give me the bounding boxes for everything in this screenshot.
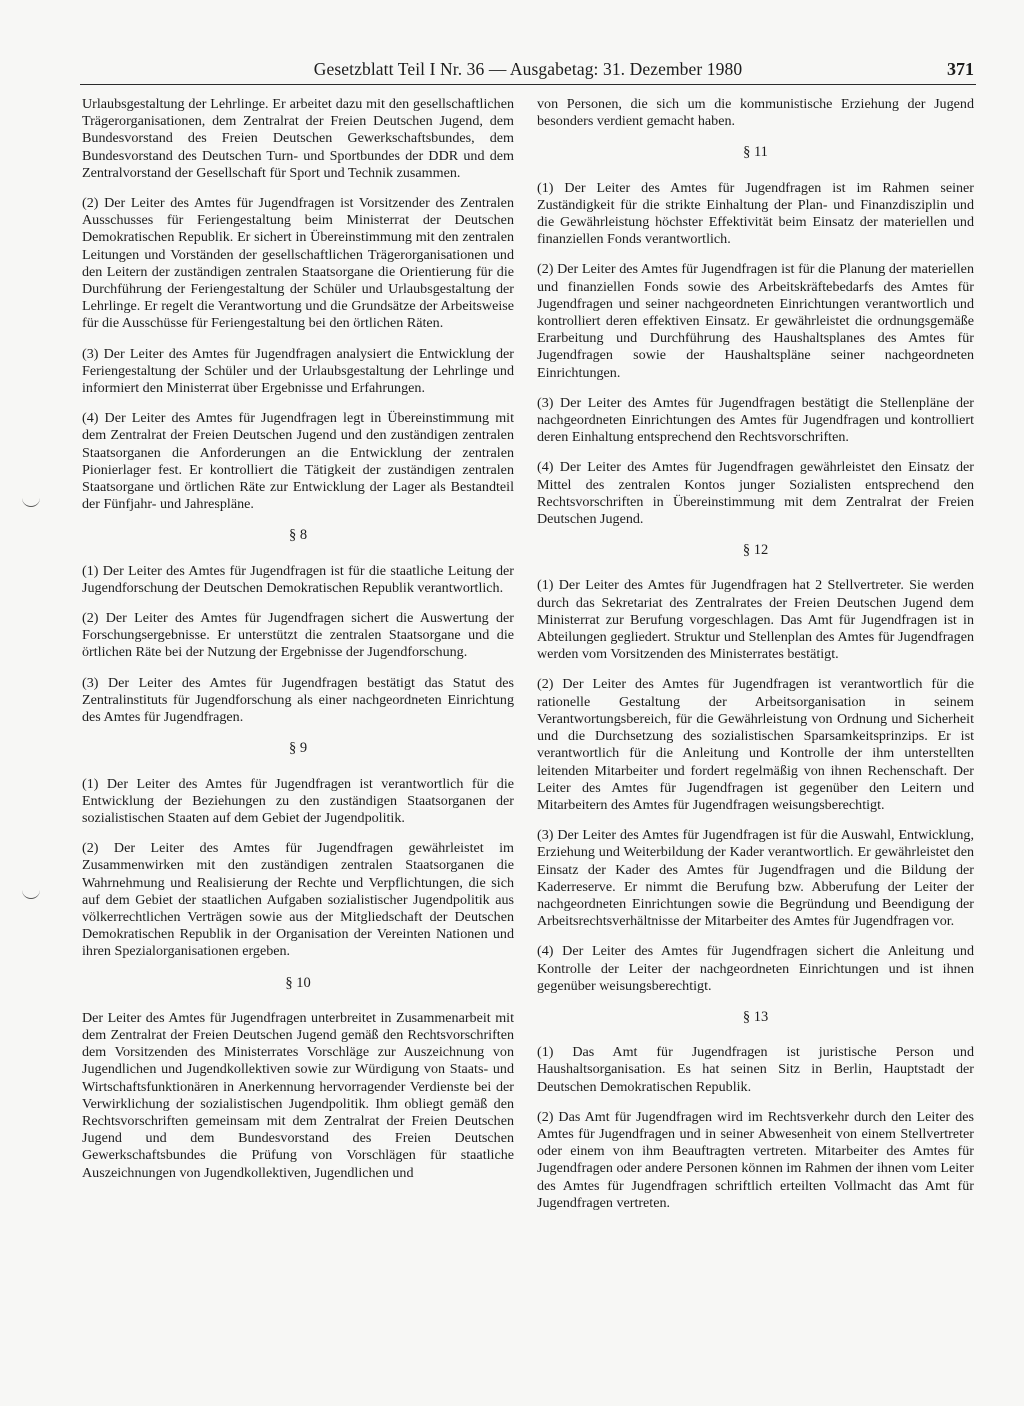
paragraph: Der Leiter des Amtes für Jugendfragen unterbreitet in Zusammenarbeit mit dem Zentralrat der Freien Deutschen Jugend gemäß den Rechtsvorschriften dem Vorsitzenden des Ministerrates Vorschläge zur Auszeichnung von Jugendlichen und Jugendkollektiven sowie zur Würdigung von Staats- und Wirtschaftsfunktionären in Anerkennung hervorragender Verdienste bei der Verwirklichung der sozialistischen Jugendpolitik. Ihm obliegt gemäß den Rechtsvorschriften gemeinsam mit dem Zentralrat der Freien Deutschen Jugend und dem Bundesvorstand des Freien Deutschen Gewerkschaftsbundes die Prüfung von Vorschlägen für staatliche Auszeichnungen von Jugendkollektiven, Jugendlichen und [82, 1009, 514, 1181]
margin-mark [22, 888, 40, 899]
left-column [82, 96, 514, 1195]
paragraph: (3) Der Leiter des Amtes für Jugendfragen analysiert die Entwicklung der Feriengestaltung der Schüler und der Urlaubsgestaltung der Lehrlinge und informiert den Ministerrat über Ergebnisse und Erfahrungen. [82, 345, 514, 397]
paragraph: (4) Der Leiter des Amtes für Jugendfragen legt in Übereinstimmung mit dem Zentralrat der Freien Deutschen Jugend und den zuständigen zentralen Staatsorganen die Anforderungen an die Entwicklung der zentralen Pionierlager fest. Er kontrolliert die Tätigkeit der zuständigen zentralen Staatsorgane und örtlichen Räte zur Entwicklung der Lager als Bestandteil der Fünfjahr- und Jahrespläne. [82, 410, 514, 513]
section-heading: § 8 [288, 527, 308, 544]
paragraph: von Personen, die sich um die kommunistische Erziehung der Jugend besonders verdient gemacht haben. [537, 96, 974, 130]
paragraph: (1) Das Amt für Jugendfragen ist juristische Person und Haushaltsorganisation. Es hat seinen Sitz in Berlin, Hauptstadt der Deutschen Demokratischen Republik. [537, 1044, 974, 1095]
page-header [78, 58, 978, 82]
paragraph: (4) Der Leiter des Amtes für Jugendfragen sichert die Anleitung und Kontrolle der Leiter der nachgeordneten Einrichtungen und ist ihnen gegenüber weisungsberechtigt. [537, 943, 974, 994]
paragraph: (2) Der Leiter des Amtes für Jugendfragen ist für die Planung der materiellen und finanziellen Fonds sowie des Arbeitskräftebedarfs des Amtes für Jugendfragen und seiner nachgeordneten Einrichtungen verantwortlich und kontrolliert deren effektiven Einsatz. Er gewährleistet die ordnungsgemäße Erarbeitung und Durchführung des Haushaltsplanes des Amtes für Jugendfragen sowie der Haushaltspläne seiner nachgeordneten Einrichtungen. [537, 261, 974, 381]
section-heading: § 10 [285, 974, 311, 991]
paragraph: (2) Der Leiter des Amtes für Jugendfragen ist verantwortlich für die rationelle Gestaltung der Arbeitsorganisation in seinem Verantwortungsbereich, für die Gewährleistung von Ordnung und Sicherheit und die Durchsetzung des sozialistischen Sparsamkeitsprinzips. Er ist verantwortlich für die Anleitung und Kontrolle der ihm unterstellten leitenden Mitarbeiter und fordert regelmäßig von ihnen Rechenschaft. Der Leiter des Amtes für Jugendfragen ist gegenüber den Leitern und Mitarbeitern des Amtes für Jugendfragen weisungsberechtigt. [537, 676, 974, 813]
paragraph: (3) Der Leiter des Amtes für Jugendfragen bestätigt die Stellenpläne der nachgeordneten Einrichtungen des Amtes für Jugendfragen und kontrolliert deren Einhaltung entsprechend den Rechtsvorschriften. [537, 394, 974, 446]
section-heading: § 12 [742, 542, 769, 559]
paragraph: (2) Das Amt für Jugendfragen wird im Rechtsverkehr durch den Leiter des Amtes für Jugendfragen und in seiner Abwesenheit von einem Stellvertreter oder einem von ihm Beauftragten vertreten. Mitarbeiter des Amtes für Jugendfragen oder andere Personen können im Rahmen der ihnen vom Leiter des Amtes für Jugendfragen schriftlich erteilten Vollmacht das Amt für Jugendfragen vertreten. [537, 1108, 974, 1211]
paragraph: Urlaubsgestaltung der Lehrlinge. Er arbeitet dazu mit den gesellschaftlichen Trägerorganisationen, dem Zentralrat der Freien Deutschen Jugend, dem Bundesvorstand des Freien Deutschen Gewerkschaftsbundes, dem Bundesvorstand des Deutschen Turn- und Sportbundes der DDR und dem Zentralvorstand der Gesellschaft für Sport und Technik zusammen. [82, 96, 514, 181]
section-heading: § 13 [742, 1008, 769, 1025]
paragraph: (4) Der Leiter des Amtes für Jugendfragen gewährleistet den Einsatz der Mittel des zentralen Kontos junger Sozialisten entsprechend den Rechtsvorschriften in Übereinstimmung mit dem Zentralrat der Freien Deutschen Jugend. [537, 459, 974, 528]
paragraph: (1) Der Leiter des Amtes für Jugendfragen ist für die staatliche Leitung der Jugendforschung der Deutschen Demokratischen Republik verantwortlich. [82, 562, 514, 596]
paragraph: (1) Der Leiter des Amtes für Jugendfragen ist verantwortlich für die Entwicklung der Beziehungen zu den zuständigen Staatsorganen der sozialistischen Staaten auf dem Gebiet der Jugendpolitik. [82, 775, 514, 826]
paragraph: (2) Der Leiter des Amtes für Jugendfragen ist Vorsitzender des Zentralen Ausschusses für Feriengestaltung beim Ministerrat der Deutschen Demokratischen Republik. Er sichert in Übereinstimmung mit den zentralen Leitungen und Vorständen der gesellschaftlichen Trägerorganisationen und den Leitern der zuständigen zentralen Staatsorgane die Orientierung für die Durchführung der Feriengestaltung der Schüler und Urlaubsgestaltung der Lehrlinge. Er regelt die Verantwortung und die Grundsätze der Arbeitsweise für die Ausschüsse für Feriengestaltung bei den örtlichen Räten. [82, 195, 514, 332]
header-title: Gesetzblatt Teil I Nr. 36 — Ausgabetag: 31. Dezember 1980 [313, 59, 743, 79]
section-heading: § 9 [288, 740, 308, 757]
paragraph: (1) Der Leiter des Amtes für Jugendfragen ist im Rahmen seiner Zuständigkeit für die strikte Einhaltung der Plan- und Finanzdisziplin und die Gewährleistung höchster Effektivität beim Einsatz der materiellen und finanziellen Fonds verantwortlich. [537, 179, 974, 248]
section-heading: § 11 [743, 144, 768, 161]
paragraph: (3) Der Leiter des Amtes für Jugendfragen ist für die Auswahl, Entwicklung, Erziehung und Weiterbildung der Kader verantwortlich. Er gewährleistet den Einsatz der Kader des Amtes für Jugendfragen und die Bildung der Kaderreserve. Er nimmt die Berufung bzw. Abberufung der Leiter der nachgeordneten Einrichtungen sowie die Begründung und Beendigung der Arbeitsrechtsverhältnisse der Mitarbeiter des Amtes für Jugendfragen vor. [537, 827, 974, 930]
paragraph: (3) Der Leiter des Amtes für Jugendfragen bestätigt das Statut des Zentralinstituts für Jugendforschung als einer nachgeordneten Einrichtung des Amtes für Jugendfragen. [82, 674, 514, 726]
margin-mark [22, 496, 40, 507]
paragraph: (2) Der Leiter des Amtes für Jugendfragen sichert die Auswertung der Forschungsergebnisse. Er unterstützt die zentralen Staatsorgane und die örtlichen Räte bei der Nutzung der Ergebnisse der Jugendforschung. [82, 610, 514, 661]
header-rule [80, 84, 976, 85]
right-column [537, 96, 974, 1225]
paragraph: (1) Der Leiter des Amtes für Jugendfragen hat 2 Stellvertreter. Sie werden durch das Sekretariat des Zentralrates der Freien Deutschen Jugend dem Ministerrat zur Berufung vorgeschlagen. Das Amt für Jugendfragen ist in Abteilungen gegliedert. Struktur und Stellenplan des Amtes für Jugendfragen werden vom Vorsitzenden des Ministerrates bestätigt. [537, 577, 974, 663]
page-number: 371 [947, 59, 974, 79]
paragraph: (2) Der Leiter des Amtes für Jugendfragen gewährleistet im Zusammenwirken mit den zuständigen zentralen Staatsorganen die Wahrnehmung und Realisierung der Rechte und Verpflichtungen, die sich auf dem Gebiet der staatlichen Aufgaben sozialistischer Jugendpolitik aus völkerrechtlichen Verträgen sowie aus der Mitgliedschaft der Deutschen Demokratischen Republik in der Organisation der Vereinten Nationen und ihren Spezialorganisationen ergeben. [82, 840, 514, 960]
